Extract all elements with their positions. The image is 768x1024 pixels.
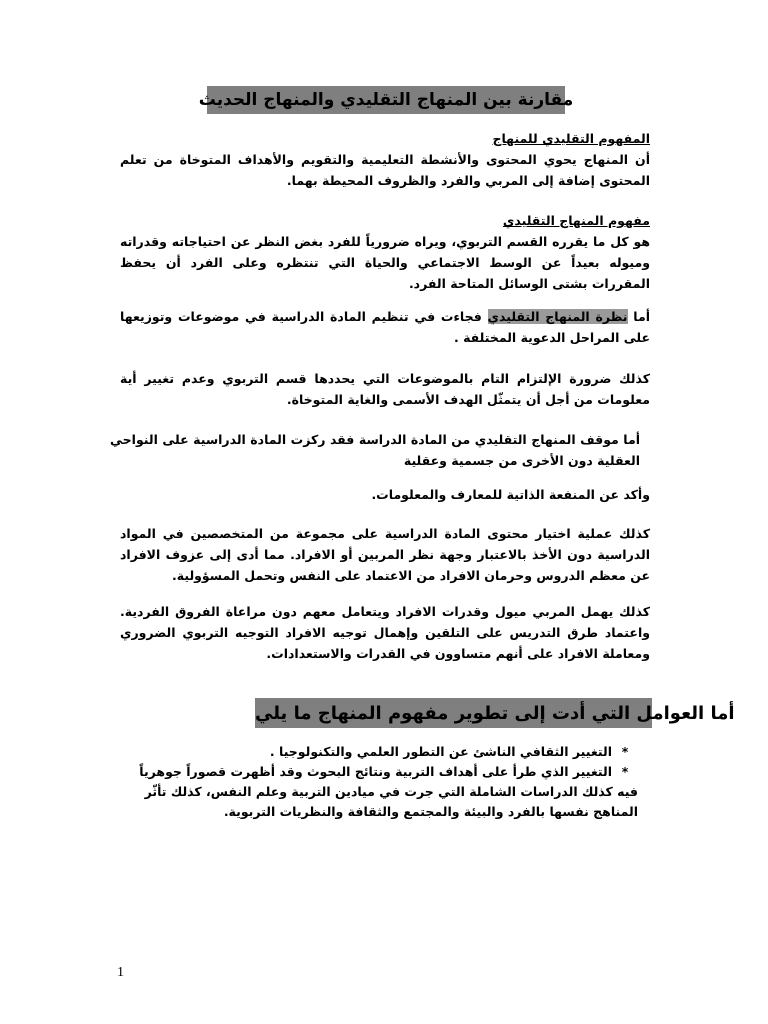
list-item <box>118 762 638 822</box>
section-heading-factors: أما العوامل التي أدت إلى تطوير مفهوم المنهاج ما يلي <box>255 702 735 724</box>
section-text-curriculum-concept: هو كل ما يقرره القسم التربوي، ويراه ضرورياً للفرد بغض النظر عن احتياجاته وقدراته وميوله بعيداً عن الوسط الاجتماعي والحياة التي تنتظره وعلى الفرد أن يحفظ المقررات بشتى الوسائل المتاحة الفرد. <box>120 234 650 291</box>
paragraph-commitment <box>120 368 650 410</box>
section-heading-banner <box>255 698 735 728</box>
section-text-traditional-concept: أن المنهاج يحوي المحتوى والأنشطة التعليمية والتقويم والأهداف المتوخاة من تعلم المحتوى إضافة إلى المربي والفرد والظروف المحيطة بهما. <box>120 152 650 188</box>
factors-list <box>118 742 638 822</box>
paragraph-subject-stance <box>110 429 640 471</box>
paragraph-individual-differences <box>120 601 650 664</box>
section-heading-traditional-concept: المفهوم التقليدي للمنهاج <box>492 131 650 146</box>
utility-text: وأكد عن المنفعة الذاتية للمعارف والمعلومات. <box>371 487 650 502</box>
section-heading-curriculum-concept: مفهوم المنهاج التقليدي <box>502 213 650 228</box>
page-number: 1 <box>117 965 124 980</box>
paragraph-utility <box>120 484 650 505</box>
commitment-text: كذلك ضرورة الإلتزام التام بالموضوعات التي يحددها قسم التربوي وعدم تغيير أية معلومات من أجل أن يتمثّل الهدف الأسمى والغاية المتوخاة. <box>120 371 650 407</box>
view-text-post: فجاءت في تنظيم المادة الدراسية في موضوعات وتوزيعها على المراحل الدعوية المختلفة . <box>120 309 650 345</box>
list-item-text: التغيير الثقافي الناشئ عن التطور العلمي والتكنولوجيا . <box>269 744 612 759</box>
paragraph-traditional-concept <box>120 128 650 191</box>
highlighted-phrase: نظرة المنهاج التقليدي <box>487 309 628 324</box>
content-selection-text: كذلك عملية اختيار محتوى المادة الدراسية على مجموعة من المتخصصين في المواد الدراسية دون الأخذ بالاعتبار وجهة نظر المربين أو الافراد. مما أدى إلى عزوف الافراد عن معظم الدروس وحرمان الافراد من الاعتماد على النفس وتحمل المسؤولية. <box>120 526 650 583</box>
bullet-star-icon: * <box>621 764 629 779</box>
page-title: مقارنة بين المنهاج التقليدي والمنهاج الحديث <box>198 90 574 110</box>
view-text-pre: أما <box>627 309 650 324</box>
title-banner <box>198 86 574 114</box>
subject-stance-text: أما موقف المنهاج التقليدي من المادة الدراسة فقد ركزت المادة الدراسية على النواحي العقلية دون الأخرى من جسمية وعقلية <box>110 432 640 468</box>
list-item <box>118 742 638 762</box>
paragraph-curriculum-concept <box>120 210 650 294</box>
individual-differences-text: كذلك يهمل المربي ميول وقدرات الافراد ويتعامل معهم دون مراعاة الفروق الفردية. واعتماد طرق التدريس على التلقين وإهمال توجيه الافراد التوجيه التربوي الضروري ومعاملة الافراد على أنهم متساوون في القدرات والاستعدادات. <box>120 604 650 661</box>
paragraph-content-selection <box>120 523 650 586</box>
list-item-text: التغيير الذي طرأ على أهداف التربية ونتائج البحوث وقد أظهرت قصوراً جوهرياً فيه كذلك الدراسات الشاملة التي جرت في ميادين التربية وعلم النفس، كذلك تأثّر المناهج نفسها بالفرد والبيئة والمجتمع والثقافة والنظريات التربوية. <box>139 764 638 819</box>
paragraph-curriculum-view <box>120 306 650 348</box>
bullet-star-icon: * <box>621 744 629 759</box>
